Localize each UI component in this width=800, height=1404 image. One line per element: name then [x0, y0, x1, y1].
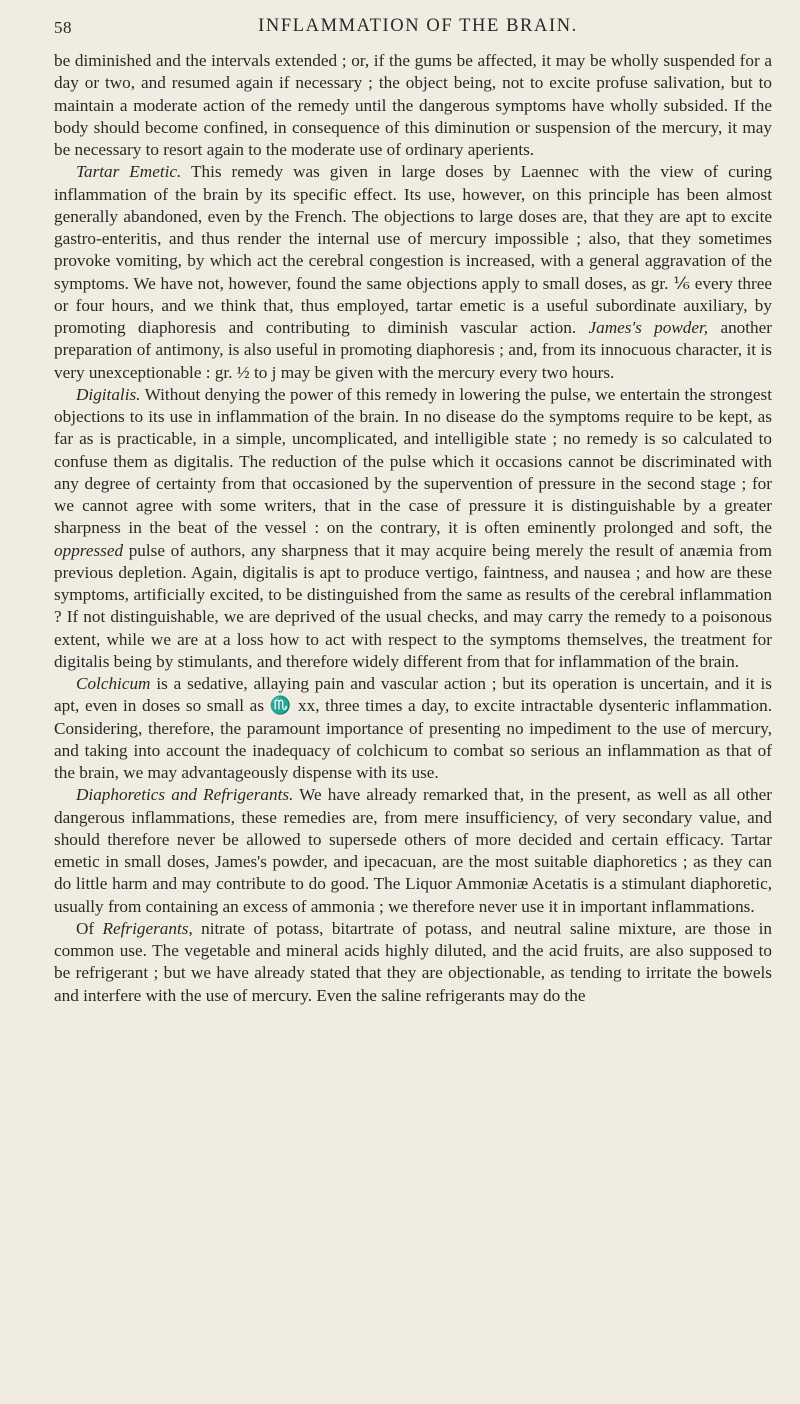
italic-run: oppressed — [54, 540, 124, 560]
italic-run: Refrigerants, — [102, 918, 193, 938]
text-run: another preparation of antimony, is also useful in promoting diaphoresis ; and, from its innocuous character, it is very unexceptionable : gr. ½ to j may be given with the mercury every two hours. — [54, 318, 772, 382]
page-number: 58 — [54, 18, 72, 37]
text-run: be diminished and the intervals extended ; or, if the gums be affected, it may be wholly suspended for a day or two, and resumed again if necessary ; the object being, not to excite profuse salivation, but to maintain a moderate action of the remedy until the dangerous symptoms have wholly subsided. If the body should become confined, in consequence of this diminution or suspension of the mercury, it may be necessary to resort again to the moderate use of ordinary aperients. — [54, 51, 772, 159]
italic-run: Diaphoretics and Refrigerants. — [76, 785, 294, 805]
body-text — [54, 50, 772, 1007]
italic-run: Digitalis. — [76, 384, 141, 404]
text-run: Without denying the power of this remedy in lowering the pulse, we entertain the strongest objections to its use in inflammation of the brain. In no disease do the symptoms require to be kept, as far as is practicable, in a simple, uncomplicated, and intelligible state ; no remedy is so calculated to confuse them as digitalis. The reduction of the pulse which it occasions cannot be discriminated with any degree of certainty from that occasioned by the supervention of pressure in the second stage ; for we cannot agree with some writers, that in the case of pressure it is distinguishable by a greater sharpness in the beat of the vessel : on the contrary, it is often eminently prolonged and soft, the — [54, 384, 772, 538]
italic-run: Tartar Emetic. — [76, 162, 182, 182]
text-run: nitrate of potass, bitartrate of potass, and neutral saline mixture, are those in common use. The vegetable and mineral acids highly diluted, and the acid fruits, are also supposed to be refrigerant ; but we have already stated that they are objectionable, as tending to irritate the bowels and interfere with the use of mercury. Even the saline refrigerants may do the — [54, 918, 772, 1005]
text-run: Of — [76, 918, 103, 938]
paragraph — [54, 384, 772, 673]
paragraph — [54, 161, 772, 384]
text-run: is a sedative, allaying pain and vascular action ; but its operation is uncertain, and it is apt, even in doses so small as ♏ xx, three times a day, to excite intractable dysenteric inflammation. Considering, therefore, the paramount importance of presenting no impediment to the use of mercury, and taking into account the inadequacy of colchicum to combat so serious an inflammation as that of the brain, we may advantageously dispense with its use. — [54, 674, 772, 782]
italic-run: James's powder, — [588, 318, 709, 337]
paragraph — [54, 784, 772, 918]
paragraph — [54, 50, 772, 161]
paragraph — [54, 918, 772, 1007]
running-head — [54, 10, 772, 47]
text-run: This remedy was given in large doses by Laennec with the view of curing inflammation of the brain by its specific effect. Its use, however, on this principle has been almost generally abandoned, even by the French. The objections to large doses are, that they are apt to excite gastro-enteritis, and thus render the internal use of mercury impossible ; also, that they sometimes provoke vomiting, by which act the cerebral congestion is increased, with a general aggravation of the symptoms. We have not, however, found the same objections apply to small doses, as gr. ⅙ every three or four hours, and we think that, thus employed, tartar emetic is a useful subordinate auxiliary, by promoting diaphoresis and contributing to diminish vascular action. — [54, 162, 772, 337]
paragraph — [54, 673, 772, 784]
italic-run: Colchicum — [76, 674, 151, 693]
running-title: INFLAMMATION OF THE BRAIN. — [258, 16, 578, 36]
text-run: We have already remarked that, in the present, as well as all other dangerous inflammations, these remedies are, from mere insufficiency, of very secondary value, and should therefore never be allowed to supersede others of more decided and certain efficacy. Tartar emetic in small doses, James's powder, and ipecacuan, are the most suitable diaphoretics ; as they can do little harm and may contribute to do good. The Liquor Ammoniæ Acetatis is a stimulant diaphoretic, usually from containing an excess of ammonia ; we therefore never use it in important inflammations. — [54, 785, 773, 916]
text-run: pulse of authors, any sharpness that it may acquire being merely the result of anæmia from previous depletion. Again, digitalis is apt to produce vertigo, faintness, and nausea ; and how are these symptoms, artificially excited, to be distinguished from the same as results of the cerebral inflammation ? If not distinguishable, we are deprived of the usual checks, and may carry the remedy to a poisonous extent, while we are at a loss how to act with respect to the symptoms themselves, the treatment for digitalis being by stimulants, and therefore widely different from that for inflammation of the brain. — [54, 540, 772, 671]
